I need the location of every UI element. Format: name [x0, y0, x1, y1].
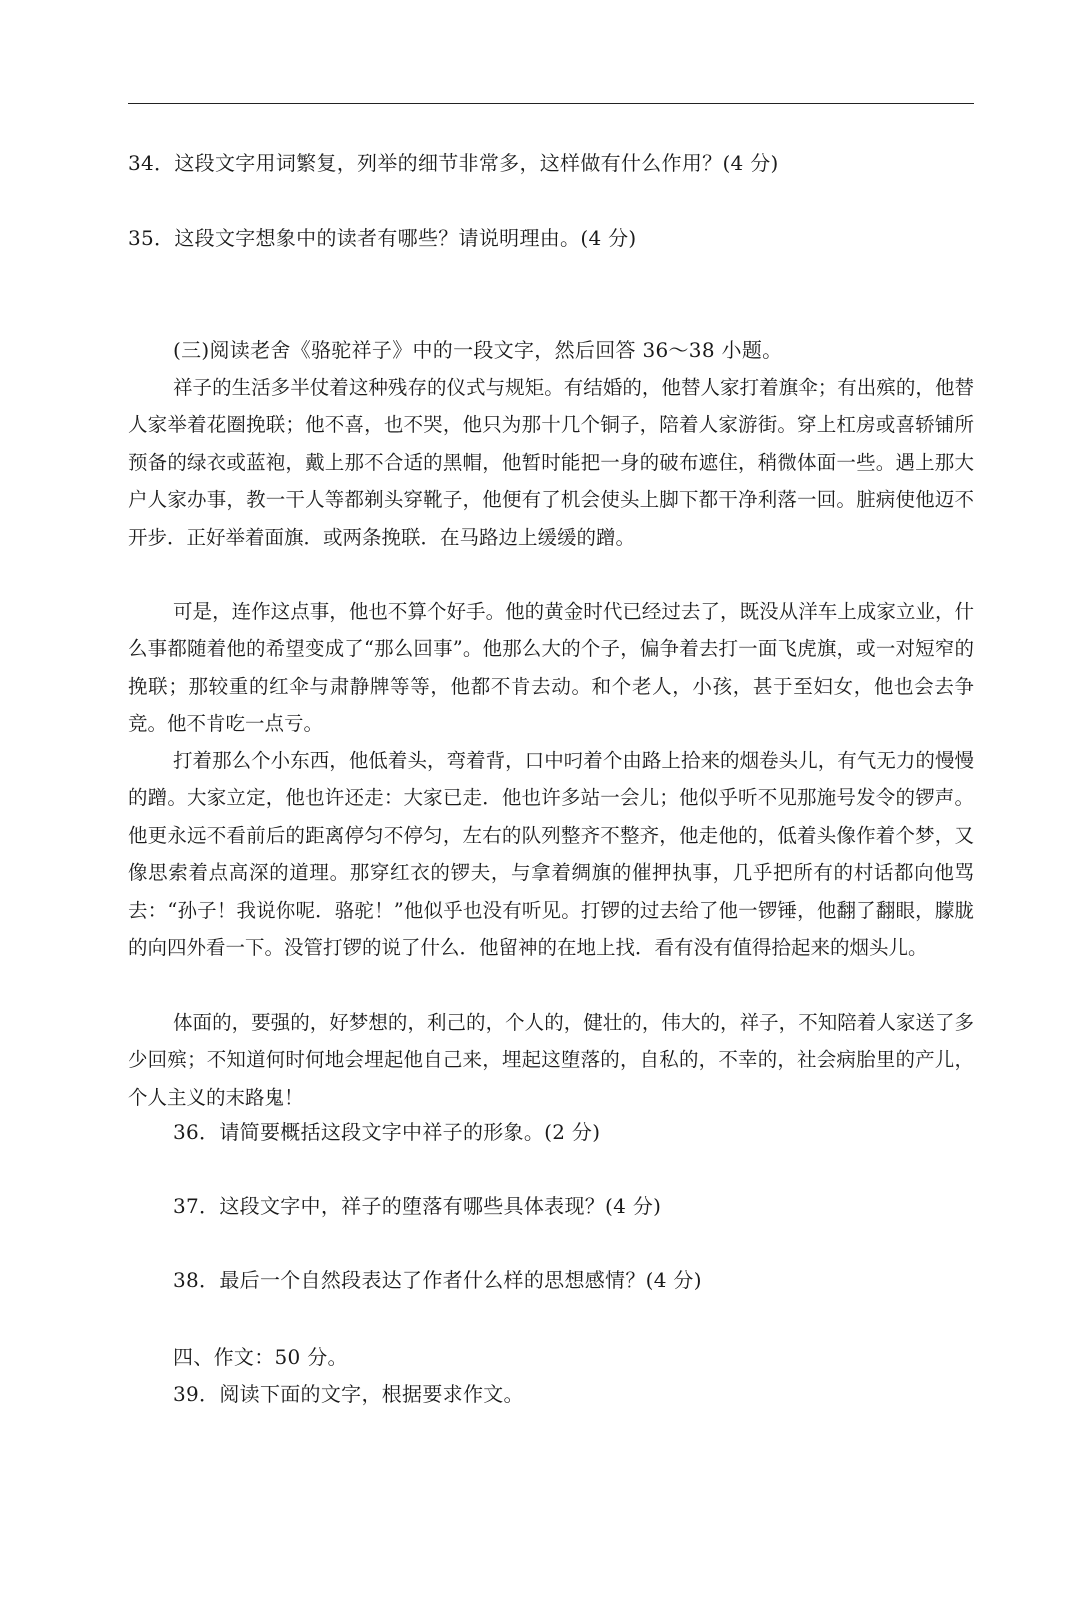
- passage-paragraph-2: 可是，连作这点事，他也不算个好手。他的黄金时代已经过去了，既没从洋车上成家立业，什么事都随着他的希望变成了“那么回事”。他那么大的个子，偏争着去打一面飞虎旗，或一对短窄的挽联；那较重的红伞与肃静牌等等，他都不肯去动。和个老人，小孩，甚于至妇女，他也会去争竞。他不肯吃一点亏。: [128, 600, 974, 736]
- passage-paragraph-4: 体面的，要强的，好梦想的，利己的，个人的，健壮的，伟大的，祥子，不知陪着人家送了多少回殡；不知道何时何地会埋起他自己来，埋起这堕落的，自私的，不幸的，社会病胎里的产儿，个人主义的末路鬼！: [128, 1011, 974, 1109]
- question-37: 37．这段文字中，祥子的堕落有哪些具体表现？(4 分): [173, 1194, 662, 1218]
- section-4-heading: 四、作文：50 分。: [173, 1345, 348, 1369]
- section-3-intro: (三)阅读老舍《骆驼祥子》中的一段文字，然后回答 36～38 小题。: [173, 338, 783, 362]
- question-34: 34．这段文字用词繁复，列举的细节非常多，这样做有什么作用？(4 分): [128, 151, 779, 175]
- header-rule: [128, 103, 974, 104]
- passage-paragraph-3: 打着那么个小东西，他低着头，弯着背，口中叼着个由路上拾来的烟卷头儿，有气无力的慢慢的蹭。大家立定，他也许还走：大家已走．他也许多站一会儿；他似乎听不见那施号发令的锣声。他更永远不看前后的距离停匀不停匀，左右的队列整齐不整齐，他走他的，低着头像作着个梦，又像思索着点高深的道理。那穿红衣的锣夫，与拿着绸旗的催押执事，几乎把所有的村话都向他骂去：“孙子！我说你呢．骆驼！”他似乎也没有听见。打锣的过去给了他一锣锤，他翻了翻眼，朦胧的向四外看一下。没管打锣的说了什么．他留神的在地上找．看有没有值得拾起来的烟头儿。: [128, 749, 974, 960]
- question-35: 35．这段文字想象中的读者有哪些？请说明理由。(4 分): [128, 226, 637, 250]
- question-39: 39．阅读下面的文字，根据要求作文。: [173, 1382, 524, 1406]
- question-38: 38．最后一个自然段表达了作者什么样的思想感情？(4 分): [173, 1268, 702, 1292]
- passage-paragraph-1: 祥子的生活多半仗着这种残存的仪式与规矩。有结婚的，他替人家打着旗伞；有出殡的，他替人家举着花圈挽联；他不喜，也不哭，他只为那十几个铜子，陪着人家游街。穿上杠房或喜轿铺所预备的绿衣或蓝袍，戴上那不合适的黑帽，他暂时能把一身的破布遮住，稍微体面一些。遇上那大户人家办事，教一干人等都剃头穿靴子，他便有了机会使头上脚下都干净利落一回。脏病使他迈不开步．正好举着面旗．或两条挽联．在马路边上缓缓的蹭。: [128, 376, 974, 549]
- question-36: 36．请简要概括这段文字中祥子的形象。(2 分): [173, 1120, 601, 1144]
